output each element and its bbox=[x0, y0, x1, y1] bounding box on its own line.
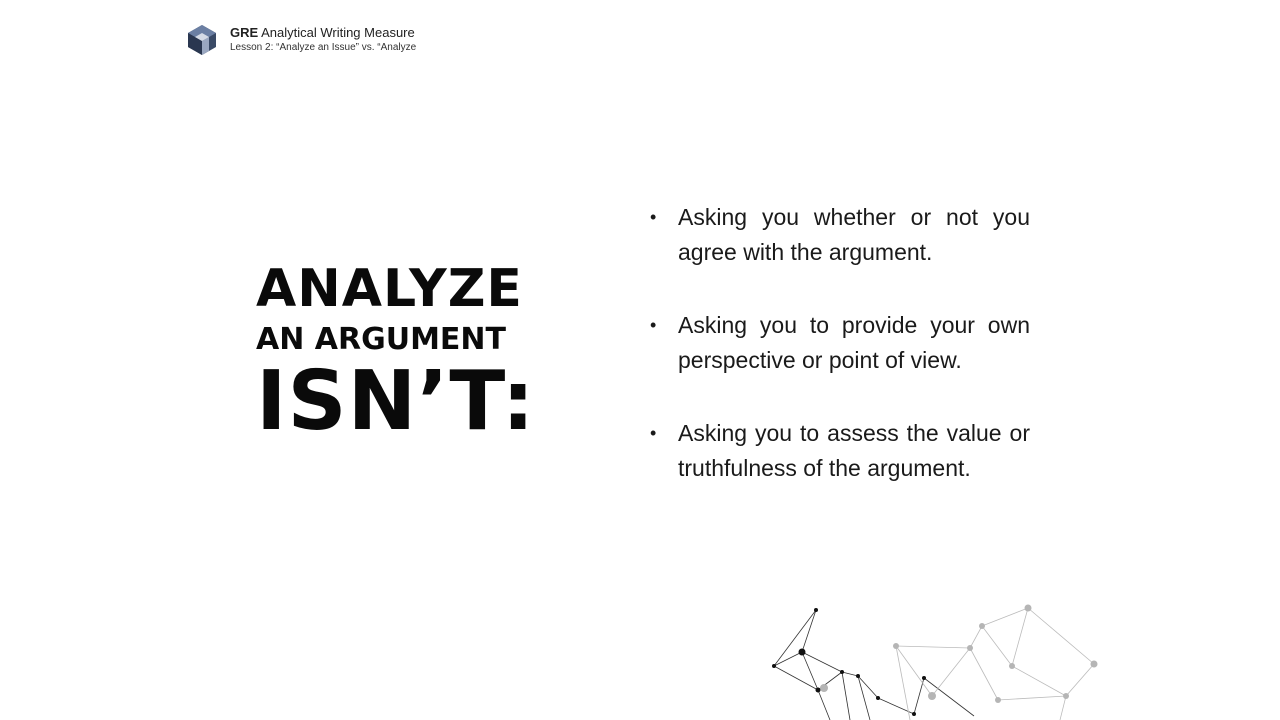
network-graph-decoration bbox=[760, 600, 1120, 720]
bullet-text: Asking you to assess the value or truthfulness of the argument. bbox=[678, 420, 1030, 481]
bullet-dot-icon: • bbox=[650, 207, 657, 227]
bullet-dot-icon: • bbox=[650, 315, 657, 335]
hexagon-cube-logo bbox=[186, 24, 218, 56]
slide-heading bbox=[256, 258, 536, 449]
heading-line-2: AN ARGUMENT bbox=[256, 322, 506, 357]
bullet-text: Asking you to provide your own perspective or point of view. bbox=[678, 312, 1030, 373]
course-title-bold: GRE bbox=[230, 25, 259, 40]
bullet-dot-icon: • bbox=[650, 423, 657, 443]
bullet-item bbox=[650, 416, 1030, 486]
bullet-text: Asking you whether or not you agree with the argument. bbox=[678, 204, 1030, 265]
lesson-subtitle: Lesson 2: “Analyze an Issue” vs. “Analyze bbox=[230, 42, 417, 53]
bullet-list bbox=[650, 200, 1030, 524]
heading-line-1: ANALYZE bbox=[256, 259, 523, 319]
header-text bbox=[230, 25, 416, 55]
header bbox=[186, 24, 416, 56]
bullet-item bbox=[650, 308, 1030, 378]
course-title bbox=[230, 25, 416, 41]
heading-line-3: ISN’T: bbox=[256, 354, 536, 449]
course-title-rest: Analytical Writing Measure bbox=[261, 25, 415, 40]
bullet-item bbox=[650, 200, 1030, 270]
